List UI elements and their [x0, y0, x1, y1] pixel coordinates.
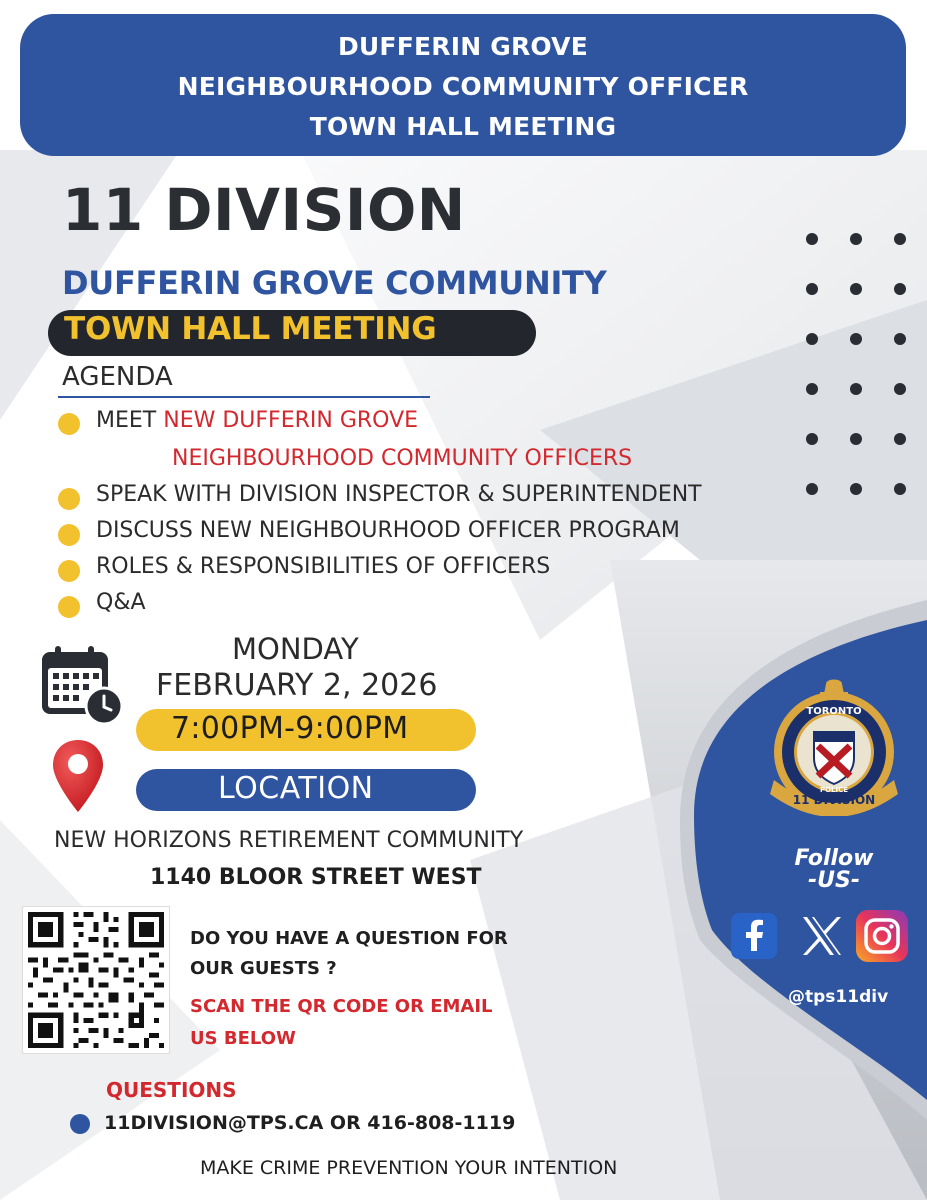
- contact-bullet: [70, 1114, 90, 1134]
- header-banner: [20, 14, 906, 156]
- qr-code[interactable]: [22, 906, 170, 1054]
- qr-question-line-2: OUR GUESTS ?: [190, 958, 337, 979]
- agenda-item-1-highlight: NEW DUFFERIN GROVE: [163, 408, 419, 433]
- agenda-item-3: DISCUSS NEW NEIGHBOURHOOD OFFICER PROGRAM: [96, 518, 680, 543]
- questions-label: QUESTIONS: [106, 1078, 237, 1102]
- header-line-3: TOWN HALL MEETING: [309, 112, 617, 141]
- agenda-item-1-prefix: MEET: [96, 408, 157, 433]
- header-line-1: DUFFERIN GROVE: [337, 32, 589, 61]
- venue-name: NEW HORIZONS RETIREMENT COMMUNITY: [54, 828, 524, 853]
- follow-line-1: Follow: [794, 846, 874, 871]
- venue-address: 1140 BLOOR STREET WEST: [150, 865, 482, 890]
- agenda-bullet: [58, 413, 80, 435]
- follow-line-2: -US-: [808, 868, 860, 893]
- community-title: DUFFERIN GROVE COMMUNITY: [62, 264, 607, 302]
- location-label: LOCATION: [218, 771, 374, 806]
- event-time: 7:00PM-9:00PM: [171, 711, 409, 746]
- x-icon[interactable]: [797, 911, 843, 957]
- badge-bottom-text: 11 DIVISION: [792, 793, 876, 807]
- agenda-label: AGENDA: [62, 362, 173, 392]
- event-date: FEBRUARY 2, 2026: [156, 668, 438, 703]
- qr-scan-line-1: SCAN THE QR CODE OR EMAIL: [190, 996, 493, 1017]
- agenda-item-5: Q&A: [96, 590, 146, 615]
- division-title: 11 DIVISION: [62, 176, 466, 244]
- agenda-item-4: ROLES & RESPONSIBILITIES OF OFFICERS: [96, 554, 551, 579]
- contact-details[interactable]: 11DIVISION@TPS.CA OR 416-808-1119: [104, 1112, 516, 1134]
- qr-scan-line-2: US BELOW: [190, 1028, 296, 1049]
- agenda-bullet: [58, 560, 80, 582]
- agenda-bullet: [58, 488, 80, 510]
- qr-question-line-1: DO YOU HAVE A QUESTION FOR: [190, 928, 508, 949]
- agenda-item-2: SPEAK WITH DIVISION INSPECTOR & SUPERINTENDENT: [96, 482, 702, 507]
- agenda-item-1: [96, 408, 418, 433]
- instagram-icon[interactable]: [856, 910, 908, 962]
- agenda-bullet: [58, 596, 80, 618]
- agenda-bullet: [58, 524, 80, 546]
- social-handle[interactable]: @tps11div: [788, 987, 889, 1007]
- event-day: MONDAY: [232, 632, 359, 666]
- badge-top-text: TORONTO: [806, 706, 862, 717]
- header-line-2: NEIGHBOURHOOD COMMUNITY OFFICER: [177, 72, 749, 101]
- calendar-icon: [40, 644, 126, 726]
- agenda-divider: [58, 396, 430, 398]
- facebook-icon[interactable]: [731, 913, 777, 959]
- townhall-title: TOWN HALL MEETING: [64, 311, 437, 347]
- police-badge-logo: [766, 676, 902, 816]
- agenda-item-1-highlight-line-2: NEIGHBOURHOOD COMMUNITY OFFICERS: [172, 446, 633, 471]
- badge-mid-text: POLICE: [819, 786, 849, 794]
- decorative-dot-grid: [806, 233, 906, 493]
- location-pin-icon: [50, 738, 106, 814]
- follow-us-label: [794, 848, 874, 892]
- footer-slogan: MAKE CRIME PREVENTION YOUR INTENTION: [200, 1157, 618, 1179]
